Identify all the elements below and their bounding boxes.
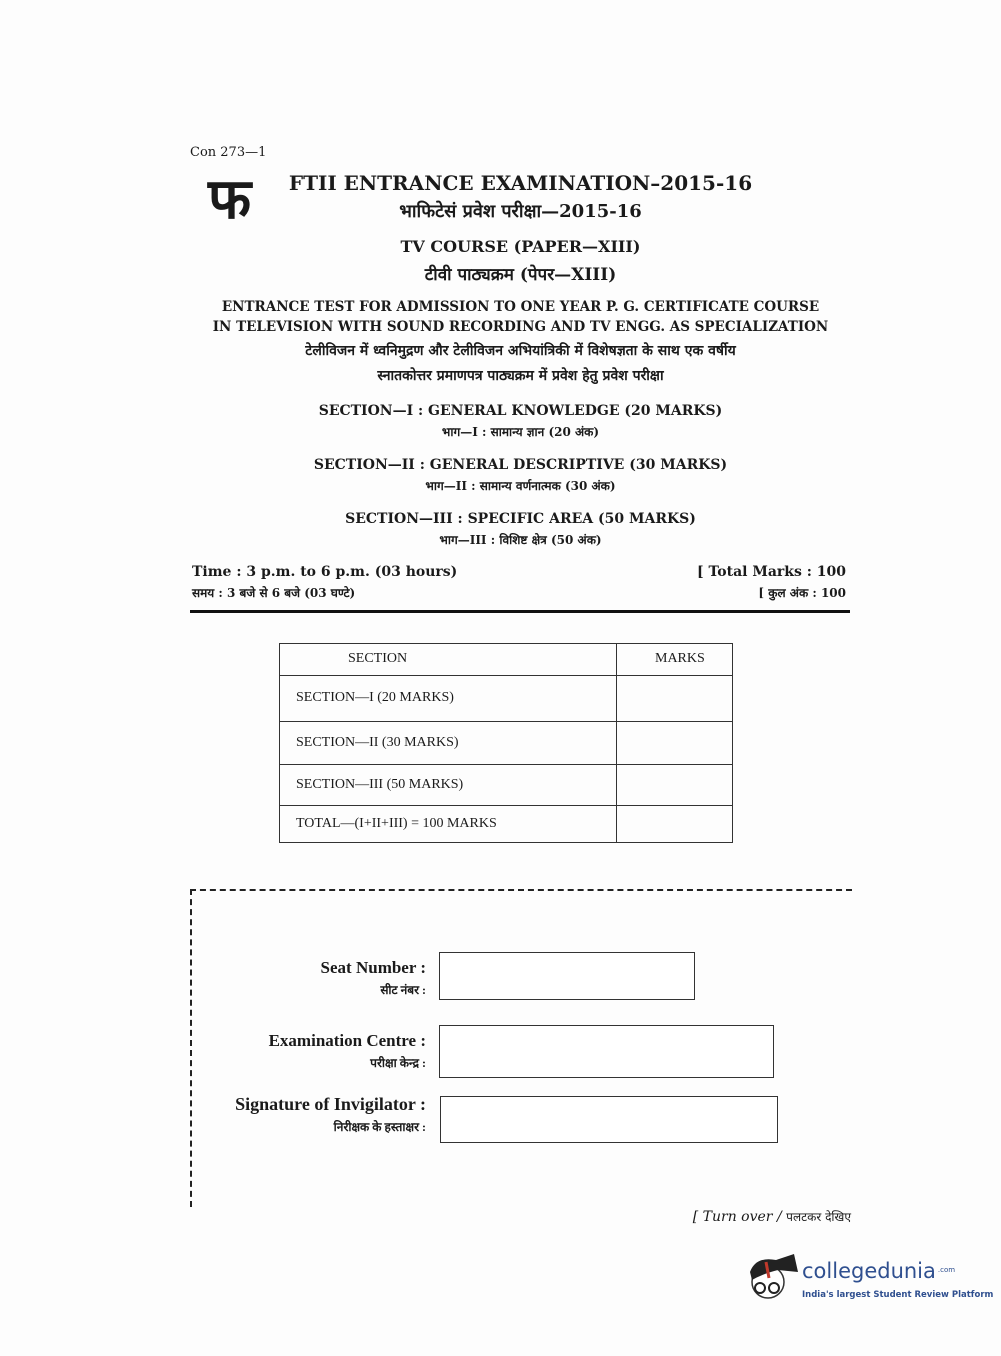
row-marks[interactable] (617, 722, 733, 765)
section-1-hi: भाग—I : सामान्य ज्ञान (20 अंक) (441, 425, 600, 439)
table-row (280, 806, 733, 843)
row-marks[interactable] (617, 806, 733, 843)
section-2-hi: भाग—II : सामान्य वर्णनात्मक (30 अंक) (425, 479, 616, 493)
row-label: TOTAL—(I+II+III) = 100 MARKS (280, 806, 617, 843)
title-en: FTII ENTRANCE EXAMINATION–2015-16 (288, 171, 753, 195)
seat-number-field[interactable] (439, 952, 695, 1000)
row-label: SECTION—III (50 MARKS) (280, 765, 617, 806)
time-en: Time : 3 p.m. to 6 p.m. (03 hours) (192, 564, 458, 580)
desc-hi-2: स्नातकोत्तर प्रमाणपत्र पाठ्यक्रम में प्रवेश हेतु प्रवेश परीक्षा (377, 368, 664, 384)
section-3-en: SECTION—III : SPECIFIC AREA (50 MARKS) (345, 511, 696, 527)
collegedunia-logo (802, 1258, 955, 1284)
ftii-logo: फ (208, 167, 252, 232)
time-hi: समय : 3 बजे से 6 बजे (03 घण्टे) (192, 586, 356, 600)
row-label: SECTION—II (30 MARKS) (280, 722, 617, 765)
exam-centre-label: Examination Centre : (268, 1031, 426, 1050)
title-hi: भाफिटेसं प्रवेश परीक्षा—2015-16 (399, 201, 642, 222)
marks-table (279, 643, 733, 843)
desc-en-1: ENTRANCE TEST FOR ADMISSION TO ONE YEAR P. G. CERTIFICATE COURSE (221, 299, 820, 315)
invigilator-signature-field[interactable] (440, 1096, 778, 1143)
collegedunia-logo-text: collegedunia (802, 1259, 936, 1283)
section-1-en: SECTION—I : GENERAL KNOWLEDGE (20 MARKS) (318, 403, 723, 419)
table-row (280, 676, 733, 722)
student-mascot-icon (742, 1250, 800, 1310)
header-section: SECTION (280, 644, 617, 676)
table-row (280, 722, 733, 765)
course-en: TV COURSE (PAPER—XIII) (400, 237, 641, 256)
paper-code: Con 273—1 (190, 145, 267, 160)
exam-centre-field[interactable] (439, 1025, 774, 1078)
turn-over-note (693, 1207, 851, 1227)
turn-over-en: [ Turn over / (692, 1209, 782, 1225)
invigilator-signature-label-hi: निरीक्षक के हस्ताक्षर : (333, 1120, 426, 1134)
collegedunia-logo-suffix: .com (937, 1266, 956, 1274)
invigilator-signature-label: Signature of Invigilator : (235, 1094, 426, 1114)
cut-line-top (190, 889, 852, 891)
divider (190, 610, 850, 613)
seat-number-label: Seat Number : (320, 958, 426, 977)
desc-hi-1: टेलीविजन में ध्वनिमुद्रण और टेलीविजन अभियांत्रिकी में विशेषज्ञता के साथ एक वर्षीय (305, 343, 736, 359)
collegedunia-watermark (742, 1250, 994, 1312)
row-marks[interactable] (617, 676, 733, 722)
collegedunia-tagline: India's largest Student Review Platform (802, 1290, 994, 1300)
table-header (280, 644, 733, 676)
section-2-en: SECTION—II : GENERAL DESCRIPTIVE (30 MARKS) (313, 457, 728, 473)
course-hi: टीवी पाठ्यक्रम (पेपर—XIII) (424, 265, 617, 285)
total-marks-en: [ Total Marks : 100 (696, 564, 846, 580)
desc-en-2: IN TELEVISION WITH SOUND RECORDING AND TV ENGG. AS SPECIALIZATION (212, 319, 829, 335)
table-row (280, 765, 733, 806)
turn-over-hi: पलटकर देखिए (786, 1210, 851, 1224)
row-marks[interactable] (617, 765, 733, 806)
row-label: SECTION—I (20 MARKS) (280, 676, 617, 722)
section-3-hi: भाग—III : विशिष्ट क्षेत्र (50 अंक) (439, 533, 602, 547)
seat-number-label-hi: सीट नंबर : (380, 983, 426, 997)
exam-centre-label-hi: परीक्षा केन्द्र : (370, 1056, 426, 1070)
total-marks-hi: [ कुल अंक : 100 (758, 586, 846, 600)
header-marks: MARKS (617, 644, 733, 676)
